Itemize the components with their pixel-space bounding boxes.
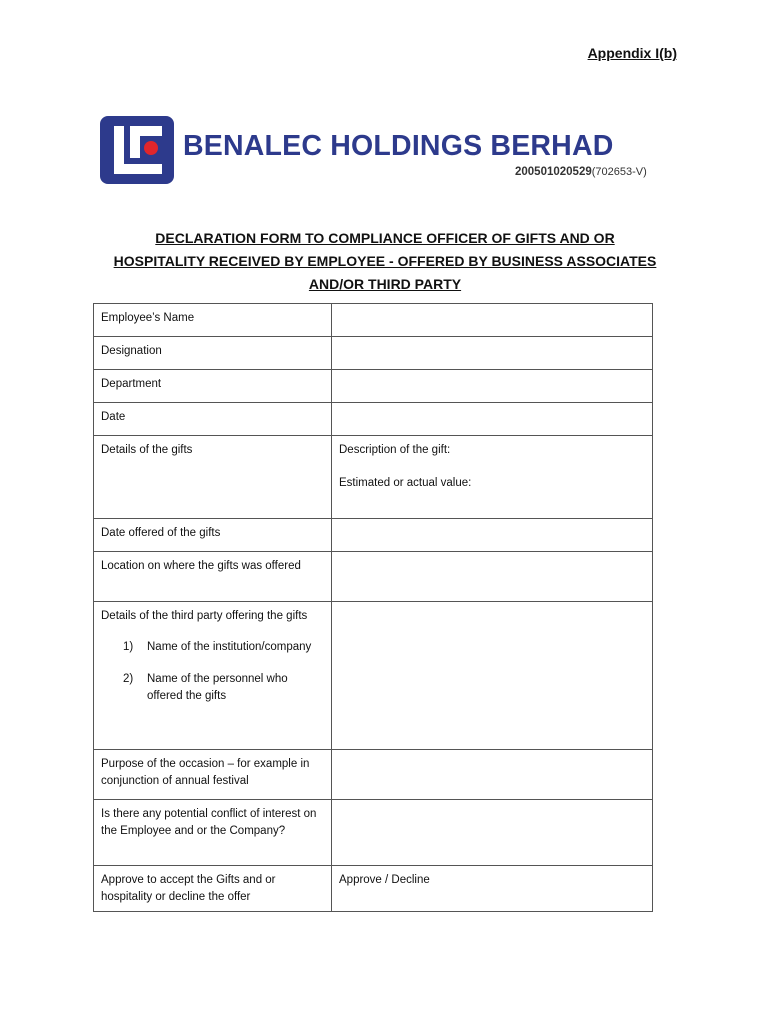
list-item: 1) Name of the institution/company: [123, 640, 312, 653]
approve-options[interactable]: Approve / Decline: [332, 866, 653, 912]
company-registration: [515, 166, 647, 178]
employee-name-field[interactable]: [332, 304, 653, 337]
purpose-label: Purpose of the occasion – for example in conjunction of annual festival: [94, 750, 332, 800]
date-offered-label: Date offered of the gifts: [94, 519, 332, 552]
third-party-list: [101, 639, 324, 705]
location-label: Location on where the gifts was offered: [94, 552, 332, 602]
row-gift-details: [94, 436, 653, 519]
employee-name-label: Employee’s Name: [94, 304, 332, 337]
company-name: BENALEC HOLDINGS BERHAD: [183, 130, 614, 162]
date-field[interactable]: [332, 403, 653, 436]
benalec-logo-icon: [100, 116, 174, 184]
date-offered-field[interactable]: [332, 519, 653, 552]
gift-details-label: Details of the gifts: [94, 436, 332, 519]
list-item: 2) Name of the personnel who offered the gifts: [123, 673, 288, 702]
approve-label: Approve to accept the Gifts and or hospitality or decline the offer: [94, 866, 332, 912]
gift-details-field[interactable]: [332, 436, 653, 519]
title-line-3: AND/OR THIRD PARTY: [308, 276, 462, 292]
company-logo: [100, 116, 670, 186]
department-label: Department: [94, 370, 332, 403]
title-line-1: DECLARATION FORM TO COMPLIANCE OFFICER OF GIFTS AND OR: [155, 230, 615, 246]
declaration-table: [93, 303, 653, 912]
location-field[interactable]: [332, 552, 653, 602]
row-location: [94, 552, 653, 602]
designation-label: Designation: [94, 337, 332, 370]
row-purpose: [94, 750, 653, 800]
gift-value-label: Estimated or actual value:: [339, 476, 472, 489]
row-department: [94, 370, 653, 403]
row-third-party: [94, 602, 653, 750]
row-designation: [94, 337, 653, 370]
row-date-offered: [94, 519, 653, 552]
conflict-label: Is there any potential conflict of interest on the Employee and or the Company?: [94, 800, 332, 866]
conflict-field[interactable]: [332, 800, 653, 866]
gift-description-label: Description of the gift:: [339, 444, 451, 456]
appendix-label: Appendix I(b): [587, 45, 677, 61]
row-employee-name: [94, 304, 653, 337]
third-party-field[interactable]: [332, 602, 653, 750]
date-label: Date: [94, 403, 332, 436]
reg-number: 200501020529: [515, 166, 592, 178]
row-date: [94, 403, 653, 436]
department-field[interactable]: [332, 370, 653, 403]
row-conflict: [94, 800, 653, 866]
third-party-cell: [94, 602, 332, 750]
purpose-field[interactable]: [332, 750, 653, 800]
title-line-2: HOSPITALITY RECEIVED BY EMPLOYEE - OFFERED BY BUSINESS ASSOCIATES: [113, 253, 657, 269]
form-title: [60, 227, 710, 296]
row-approval: [94, 866, 653, 912]
designation-field[interactable]: [332, 337, 653, 370]
old-reg-number: (702653-V): [591, 166, 647, 178]
third-party-label: Details of the third party offering the gifts: [101, 610, 308, 622]
